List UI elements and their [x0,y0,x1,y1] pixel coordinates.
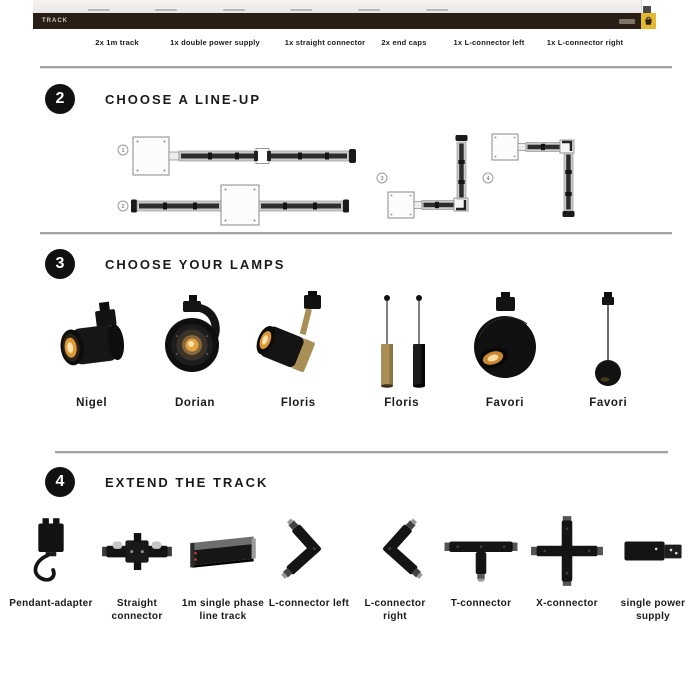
accessory-card-straight-connector[interactable] [94,514,180,623]
svg-text:3: 3 [380,176,384,182]
svg-text:1: 1 [121,148,125,154]
lineup-option-3[interactable] [372,128,482,228]
lamp-name: Favori [589,397,628,409]
step-title: CHOOSE A LINE-UP [105,92,261,107]
track-banner [33,13,641,29]
lamp-name: Floris [280,397,316,409]
accessory-card-l-connector-left[interactable] [266,514,352,623]
shelf-shadow [223,9,245,11]
lamps-row [40,290,660,409]
lamp-image-favori-spot [455,290,555,392]
shelf-strip [33,0,641,13]
accessory-name: X-connector [536,598,598,609]
accessory-image-single-power-supply [614,514,692,588]
lamp-image-nigel [42,290,142,392]
step-number-badge [45,249,75,279]
accessory-card-x-connector[interactable] [524,514,610,623]
track-banner-label: TRACK [42,18,68,24]
kit-item-label: 1x double power supply [170,38,260,47]
accessory-name: L-connector right [364,598,426,622]
accessory-name: Pendant-adapter [9,598,93,609]
accessory-card-line-track[interactable] [180,514,266,623]
shelf-shadow [155,9,177,11]
section-divider [40,66,672,68]
step-number: 4 [55,473,65,490]
lineup-1-diagram [113,134,363,184]
accessory-image-t-connector [442,514,520,588]
shelf-shadow [290,9,312,11]
accessory-image-pendant-adapter [12,514,90,588]
lamp-card-floris-spot[interactable] [247,290,350,409]
svg-text:2: 2 [121,204,125,210]
shelf-shadow [358,9,380,11]
step-number: 3 [55,255,65,272]
lineup-option-4[interactable] [478,128,590,228]
accessory-name: T-connector [450,598,512,609]
accessory-name: Straight connector [111,598,163,622]
lamp-name: Favori [485,397,525,409]
step-number-badge [45,467,75,497]
lamp-card-floris-pendant[interactable] [350,290,453,409]
basket-button[interactable] [641,13,656,29]
kit-item-label: 2x 1m track [95,38,139,47]
step-title: CHOOSE YOUR LAMPS [105,257,286,272]
lamp-name: Dorian [174,397,215,409]
accessory-name: 1m single phase line track [181,598,265,622]
lineup-2-diagram [113,182,363,230]
lamp-card-dorian[interactable] [143,290,246,409]
lamp-name: Floris [384,397,420,409]
accessory-card-single-power-supply[interactable] [610,514,696,623]
accessory-card-t-connector[interactable] [438,514,524,623]
accessory-card-pendant-adapter[interactable] [8,514,94,623]
lineup-4-diagram [478,128,590,228]
accessory-image-l-connector-right [356,514,434,588]
shelf-shadow [88,9,110,11]
accessory-image-straight-connector [98,514,176,588]
accessory-image-l-connector-left [270,514,348,588]
lineup-3-diagram [372,128,482,228]
step-number: 2 [55,90,65,107]
accessories-row [8,514,696,623]
lamp-card-favori-spot[interactable] [453,290,556,409]
scrollbar-thumb[interactable] [643,6,651,13]
section-divider [40,232,672,234]
accessory-image-line-track [184,514,262,588]
lineup-option-1[interactable] [113,134,363,184]
accessory-name: single power supply [620,598,686,622]
accessory-image-x-connector [528,514,606,588]
lamp-image-favori-pendant [558,290,658,392]
basket-icon [644,16,653,26]
kit-item-label: 2x end caps [381,38,427,47]
lamp-name: Nigel [76,397,108,409]
kit-item-label: 1x straight connector [284,38,366,47]
accessory-card-l-connector-right[interactable] [352,514,438,623]
lamp-image-floris-pendant [352,290,452,392]
track-banner-mini-tag [619,19,635,24]
lamp-card-nigel[interactable] [40,290,143,409]
section-divider [55,451,668,453]
lamp-card-favori-pendant[interactable] [557,290,660,409]
lamp-image-floris-spot [248,290,348,392]
step-title: EXTEND THE TRACK [105,475,269,490]
kit-item-label: 1x L-connector left [453,38,525,47]
lamp-image-dorian [145,290,245,392]
kit-item-label: 1x L-connector right [546,38,624,47]
svg-text:4: 4 [486,176,490,182]
accessory-name: L-connector left [268,598,350,609]
lineup-option-2[interactable] [113,182,363,230]
shelf-shadow [426,9,448,11]
step-number-badge [45,84,75,114]
scrollbar[interactable] [641,0,652,13]
